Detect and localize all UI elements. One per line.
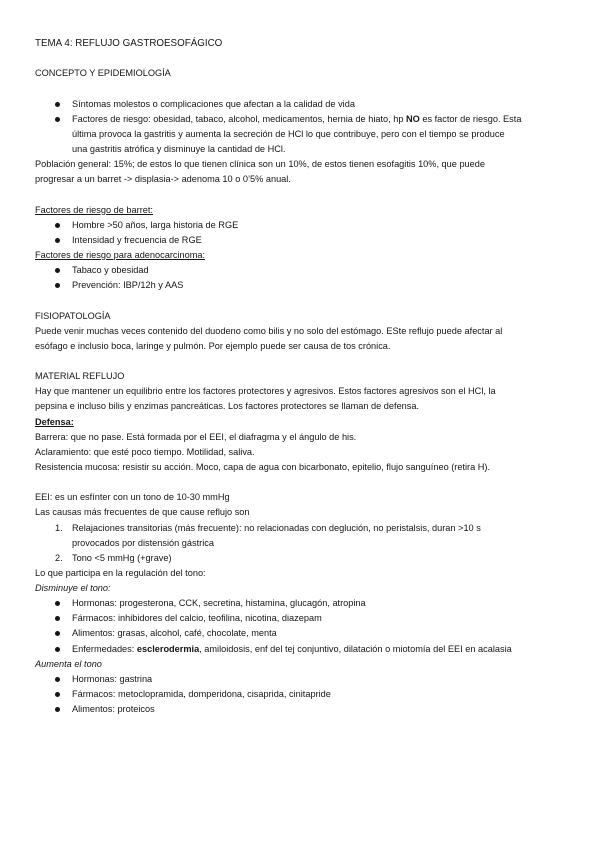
numbered-item	[35, 551, 565, 566]
paragraph-line: Población general: 15%; de estos lo que tienen clínica son un 10%, de estos tienen esofagitis 10%, que puede	[35, 159, 485, 170]
blank-line	[35, 81, 565, 96]
list-item	[35, 97, 565, 112]
list-item-text: Hormonas: progesterona, CCK, secretina, histamina, glucagón, atropina	[72, 598, 366, 609]
list-item	[35, 642, 565, 657]
subheading-defensa	[35, 415, 565, 430]
list-item-text: Fármacos: metoclopramida, domperidona, cisaprida, cinitapride	[72, 689, 331, 700]
paragraph-line: Barrera: que no pase. Está formada por el EEI, el diafragma y el ángulo de his.	[35, 431, 357, 442]
bold-text: esclerodermia	[136, 643, 200, 654]
underlined-text: Factores de riesgo para adenocarcinoma:	[35, 249, 206, 260]
blank-line	[35, 354, 565, 369]
list-item-text: Prevención: IBP/12h y AAS	[72, 280, 184, 291]
bullet-icon	[55, 223, 60, 228]
paragraph-line: Puede venir muchas veces contenido del duodeno como bilis y no solo del estómago. ESte reflujo puede afectar al	[35, 325, 503, 336]
section-heading-fisiopatologia: FISIOPATOLOGÍA	[35, 310, 111, 321]
list-item-text: Tabaco y obesidad	[72, 265, 149, 276]
list-item-text: , amiloidosis, enf del tej conjuntivo, dilatación o miotomía del EEI en acalasia	[199, 643, 512, 654]
bullet-icon	[55, 268, 60, 273]
paragraph-line: Aclaramiento: que esté poco tiempo. Motilidad, saliva.	[35, 446, 255, 457]
paragraph-line: pepsina e incluso bilis y enzimas pancreáticas. Los factores protectores se llaman de defensa.	[35, 401, 420, 412]
bullet-icon	[55, 677, 60, 682]
numbered-item-text: Tono <5 mmHg (+grave)	[72, 552, 172, 563]
list-item-text: Intensidad y frecuencia de RGE	[72, 234, 202, 245]
document-page	[35, 36, 565, 717]
numbered-item	[35, 521, 565, 536]
list-item-text: Hormonas: gastrina	[72, 673, 153, 684]
list-item	[35, 263, 565, 278]
list-item-text: Enfermedades:	[72, 643, 137, 654]
list-item	[35, 687, 565, 702]
list-item-continuation: última provoca la gastritis y aumenta la secreción de HCl lo que contribuye, pero con el tiempo se produce	[72, 128, 505, 139]
list-item-text: Factores de riesgo: obesidad, tabaco, alcohol, medicamentos, hernia de hiato, hp	[72, 113, 407, 124]
bullet-icon	[55, 631, 60, 636]
document-title: TEMA 4: REFLUJO GASTROESOFÁGICO	[35, 38, 223, 49]
bullet-icon	[55, 616, 60, 621]
section-heading-material: MATERIAL REFLUJO	[35, 371, 125, 382]
blank-line	[35, 293, 565, 308]
bullet-icon	[55, 238, 60, 243]
list-item	[35, 672, 565, 687]
blank-line	[35, 51, 565, 66]
list-item	[35, 626, 565, 641]
bullet-icon	[55, 707, 60, 712]
paragraph-line: EEI: es un esfínter con un tono de 10-30 mmHg	[35, 492, 230, 503]
bold-text: NO	[406, 113, 420, 124]
list-item	[35, 233, 565, 248]
list-item-text: es factor de riesgo. Esta	[419, 113, 522, 124]
list-item-text: Alimentos: grasas, alcohol, café, chocolate, menta	[72, 628, 277, 639]
underlined-bold-text: Defensa:	[35, 416, 74, 427]
paragraph-line: Las causas más frecuentes de que cause reflujo son	[35, 507, 250, 518]
subheading-riesgo-adenocarcinoma	[35, 248, 565, 263]
bullet-icon	[55, 102, 60, 107]
paragraph-line: Hay que mantener un equilibrio entre los factores protectores y agresivos. Estos factores agresivos son el HCl, la	[35, 386, 496, 397]
bullet-icon	[55, 283, 60, 288]
bullet-icon	[55, 692, 60, 697]
list-item	[35, 218, 565, 233]
list-item	[35, 278, 565, 293]
subheading-aumenta: Aumenta el tono	[35, 658, 102, 669]
bullet-icon	[55, 601, 60, 606]
blank-line	[35, 187, 565, 202]
numbered-item-continuation: provocados por distensión gástrica	[72, 537, 214, 548]
item-number: 2.	[55, 552, 63, 563]
underlined-text: Factores de riesgo de barret:	[35, 204, 153, 215]
item-number: 1.	[55, 522, 63, 533]
paragraph-line: progresar a un barret -> displasia-> adenoma 10 o 0’5% anual.	[35, 174, 291, 185]
list-item-text: Fármacos: inhibidores del calcio, teofilina, nicotina, diazepam	[72, 613, 322, 624]
list-item-text: Alimentos: proteicos	[72, 704, 155, 715]
list-item	[35, 596, 565, 611]
paragraph-line: esófago e inclusio boca, laringe y pulmón. Por ejemplo puede ser causa de tos crónica.	[35, 340, 391, 351]
list-item	[35, 611, 565, 626]
list-item-continuation: una gastritis atrófica y disminuye la cantidad de HCl.	[72, 143, 286, 154]
list-item-text: Síntomas molestos o complicaciones que afectan a la calidad de vida	[72, 98, 355, 109]
paragraph-line: Resistencia mucosa: resistir su acción. Moco, capa de agua con bicarbonato, epitelio, flujo sanguíneo (retira H).	[35, 461, 491, 472]
numbered-item-text: Relajaciones transitorias (más frecuente): no relacionadas con deglución, no peristalsis, duran >10 s	[72, 522, 481, 533]
bullet-icon	[55, 647, 60, 652]
section-heading-concepto: CONCEPTO Y EPIDEMIOLOGÍA	[35, 68, 171, 79]
list-item-text: Hombre >50 años, larga historia de RGE	[72, 219, 239, 230]
list-item	[35, 112, 565, 127]
subheading-riesgo-barret	[35, 203, 565, 218]
paragraph-line: Lo que participa en la regulación del tono:	[35, 567, 206, 578]
subheading-disminuye: Disminuye el tono:	[35, 583, 111, 594]
blank-line	[35, 475, 565, 490]
list-item	[35, 702, 565, 717]
bullet-icon	[55, 117, 60, 122]
